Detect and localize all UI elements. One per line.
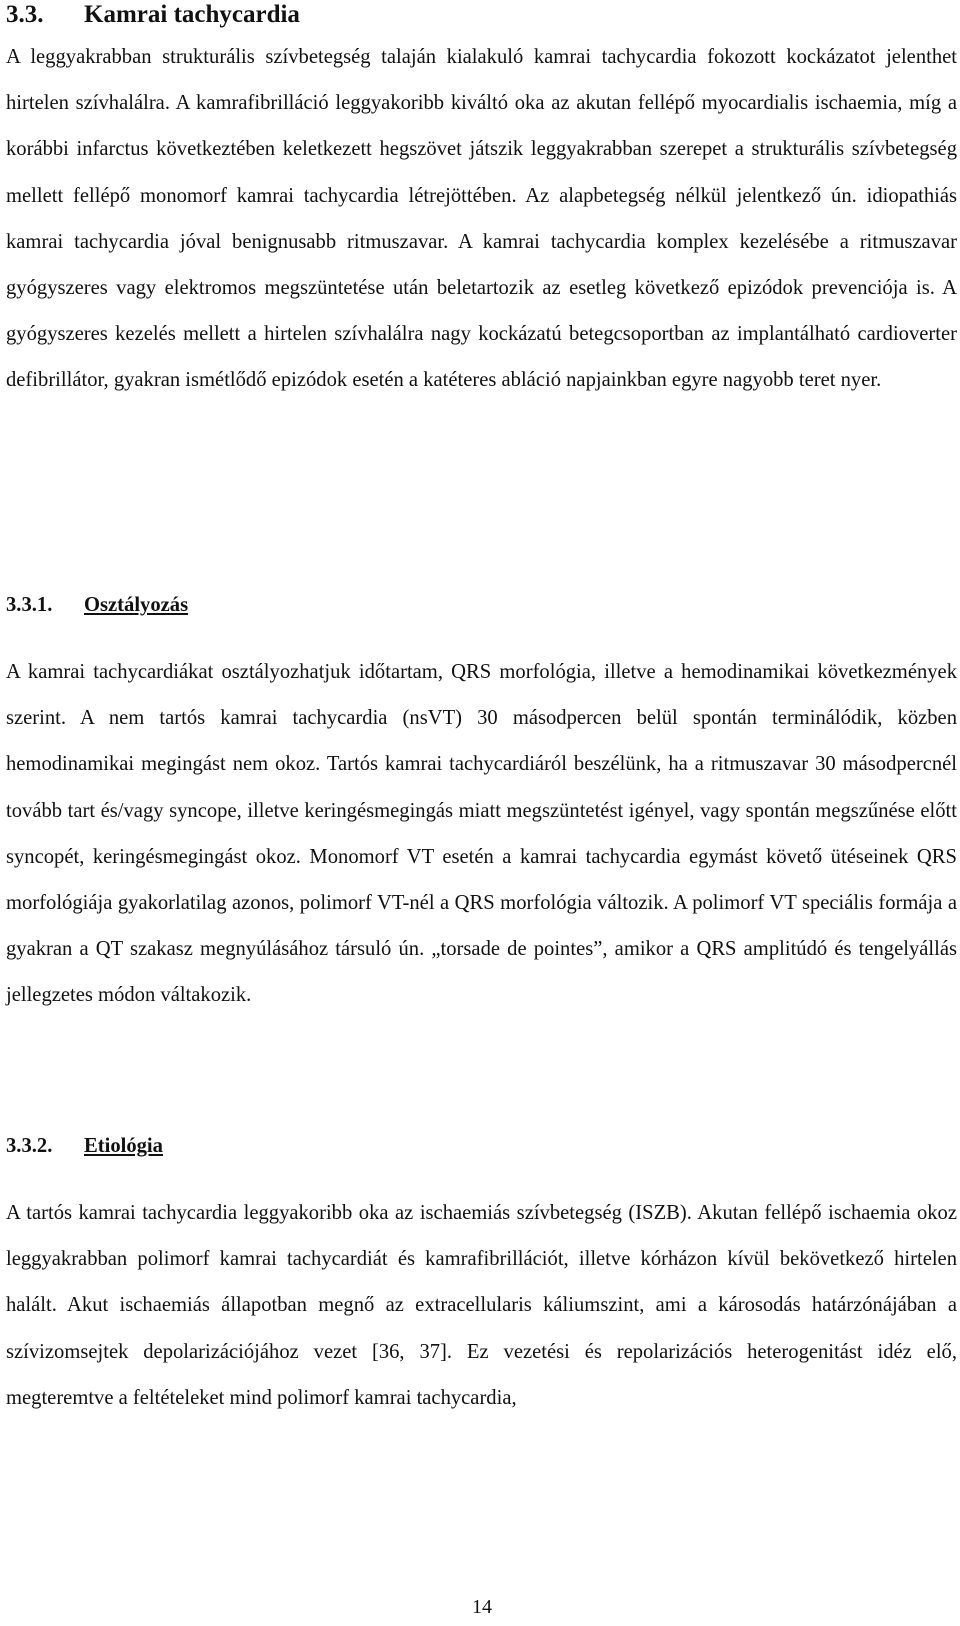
- section-heading: [6, 0, 300, 32]
- subsection-number: 3.3.1.: [6, 594, 53, 616]
- section-title: Kamrai tachycardia: [84, 1, 300, 28]
- etiology-paragraph: A tartós kamrai tachycardia leggyakoribb oka az ischaemiás szívbetegség (ISZB). Akutan fellépő ischaemia okoz leggyakrabban polimorf kamrai tachycardiát és kamrafibrillációt, illetve kórházon kívül bekövetkező hirtelen halált. Akut ischaemiás állapotban megnő az extracellularis káliumszint, ami a károsodás határzónájában a szívizomsejtek depolarizációjához vezet [36, 37]. Ez vezetési és repolarizációs heterogenitást idéz elő, megteremtve a feltételeket mind polimorf kamrai tachycardia,: [6, 1202, 957, 1409]
- subsection-heading-etiology: [6, 1131, 163, 1161]
- page-number: 14: [472, 1596, 492, 1618]
- subsection-number: 3.3.2.: [6, 1135, 53, 1157]
- section-intro-paragraph: A leggyakrabban strukturális szívbetegség talaján kialakuló kamrai tachycardia fokozott kockázatot jelenthet hirtelen szívhalálra. A kamrafibrilláció leggyakoribb kiváltó oka az akutan fellépő myocardialis ischaemia, míg a korábbi infarctus következtében keletkezett hegszövet játszik leggyakrabban szerepet a strukturális szívbetegség mellett fellépő monomorf kamrai tachycardia létrejöttében. Az alapbetegség nélkül jelentkező ún. idiopathiás kamrai tachycardia jóval benignusabb ritmuszavar. A kamrai tachycardia komplex kezelésébe a ritmuszavar gyógyszeres vagy elektromos megszüntetése után beletartozik az esetleg következő epizódok prevenciója is. A gyógyszeres kezelés mellett a hirtelen szívhalálra nagy kockázatú betegcsoportban az implantálható cardioverter defibrillátor, gyakran ismétlődő epizódok esetén a katéteres abláció napjainkban egyre nagyobb teret nyer.: [6, 46, 957, 392]
- subsection-heading-classification: [6, 590, 188, 620]
- section-number: 3.3.: [6, 1, 44, 28]
- subsection-title: Osztályozás: [84, 594, 189, 616]
- subsection-title: Etiológia: [84, 1135, 163, 1157]
- classification-paragraph: A kamrai tachycardiákat osztályozhatjuk időtartam, QRS morfológia, illetve a hemodinamikai következmények szerint. A nem tartós kamrai tachycardia (nsVT) 30 másodpercen belül spontán terminálódik, közben hemodinamikai megingást nem okoz. Tartós kamrai tachycardiáról beszélünk, ha a ritmuszavar 30 másodpercnél tovább tart és/vagy syncope, illetve keringésmegingás miatt megszüntetést igényel, vagy spontán megszűnése előtt syncopét, keringésmegingást okoz. Monomorf VT esetén a kamrai tachycardia egymást követő ütéseinek QRS morfológiája gyakorlatilag azonos, polimorf VT-nél a QRS morfológia változik. A polimorf VT speciális formája a gyakran a QT szakasz megnyúlásához társuló ún. „torsade de pointes”, amikor a QRS amplitúdó és tengelyállás jellegzetes módon váltakozik.: [6, 661, 957, 1007]
